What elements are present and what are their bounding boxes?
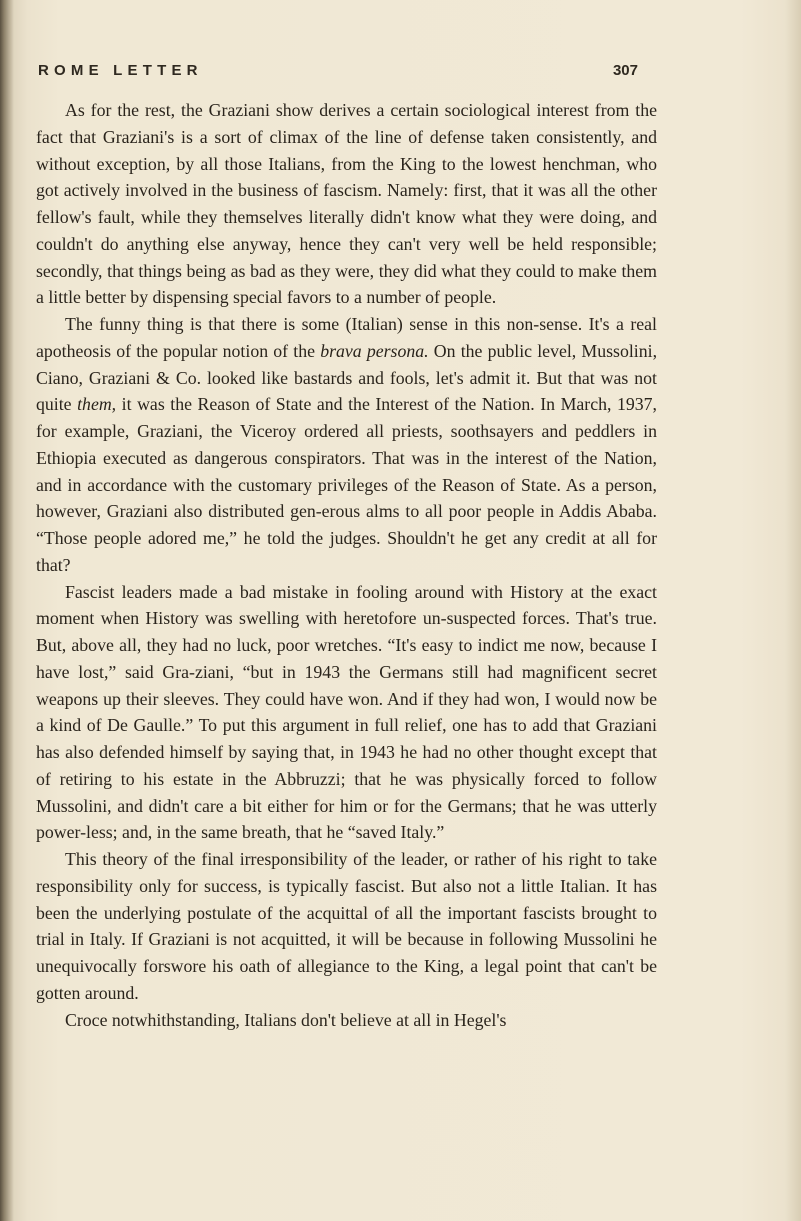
paragraph-4: [36, 846, 657, 1007]
paragraph-3-text: Fascist leaders made a bad mistake in fooling around with History at the exact moment when History was swelling with heretofore un-suspected forces. That's true. But, above all, they had no luck, poor wretches. “It's easy to indict me now, because I have lost,” said Gra-ziani, “but in 1943 the Germans still had magnificent secret weapons up their sleeves. They could have won. And if they had won, I would now be a kind of De Gaulle.” To put this argument in full relief, one has to add that Graziani has also defended himself by saying that, in 1943 he had no other thought except that of retiring to his estate in the Abbruzzi; that he was physically forced to follow Mussolini, and didn't care a bit either for him or for the Germans; that he was utterly power-less; and, in the same breath, that he “saved Italy.”: [36, 581, 657, 843]
binding-gutter-shadow: [0, 0, 14, 1221]
page-number: 307: [612, 62, 638, 79]
paragraph-5: [36, 1007, 657, 1034]
paragraph-1-text: As for the rest, the Graziani show derives a certain sociological interest from the fact that Graziani's is a sort of climax of the line of defense taken consistently, and without exception, by all those Italians, from the King to the lowest henchman, who got actively involved in the business of fascism. Namely: first, that it was all the other fellow's fault, while they themselves literally didn't know what they were doing, and couldn't do anything else anyway, hence they can't very well be held responsible; secondly, that things being as bad as they were, they did what they could to make them a little better by dispensing special favors to a number of people.: [36, 100, 657, 308]
italic-them: them,: [77, 394, 117, 415]
paragraph-3: [36, 579, 657, 847]
paragraph-5-text: Croce notwhithstanding, Italians don't believe at all in Hegel's: [65, 1009, 507, 1030]
running-title: ROME LETTER: [38, 62, 203, 79]
paragraph-2: [36, 311, 657, 579]
italic-brava-persona: brava persona.: [320, 340, 429, 361]
paragraph-2-text-c: it was the Reason of State and the Interest of the Nation. In March, 1937, for example, Graziani, the Viceroy ordered all priests, soothsayers and peddlers in Ethiopia executed as dangerous conspirators. That was in the interest of the Nation, and in accordance with the customary privileges of the Reason of State. As a person, however, Graziani also distributed gen-erous alms to all poor people in Addis Ababa. “Those people adored me,” he told the judges. Shouldn't he get any credit at all for that?: [36, 394, 657, 575]
body-text: [36, 97, 657, 1033]
paragraph-4-text: This theory of the final irresponsibility of the leader, or rather of his right to take responsibility only for success, is typically fascist. But also not a little Italian. It has been the underlying postulate of the acquittal of all the important fascists brought to trial in Italy. If Graziani is not acquitted, it will be because in following Mussolini he unequivocally forswore his oath of allegiance to the King, a legal point that can't be gotten around.: [36, 849, 657, 1003]
paragraph-2-text-a: The funny thing is that there is some (Italian) sense in this non-sense. It's a real apotheosis of the popular notion of the: [36, 314, 657, 361]
running-head: [38, 62, 638, 88]
paragraph-2-text-b: On the public level, Mussolini, Ciano, Graziani & Co. looked like bastards and fools, let's admit it. But that was not quite: [36, 340, 658, 415]
paragraph-1: [36, 97, 657, 311]
